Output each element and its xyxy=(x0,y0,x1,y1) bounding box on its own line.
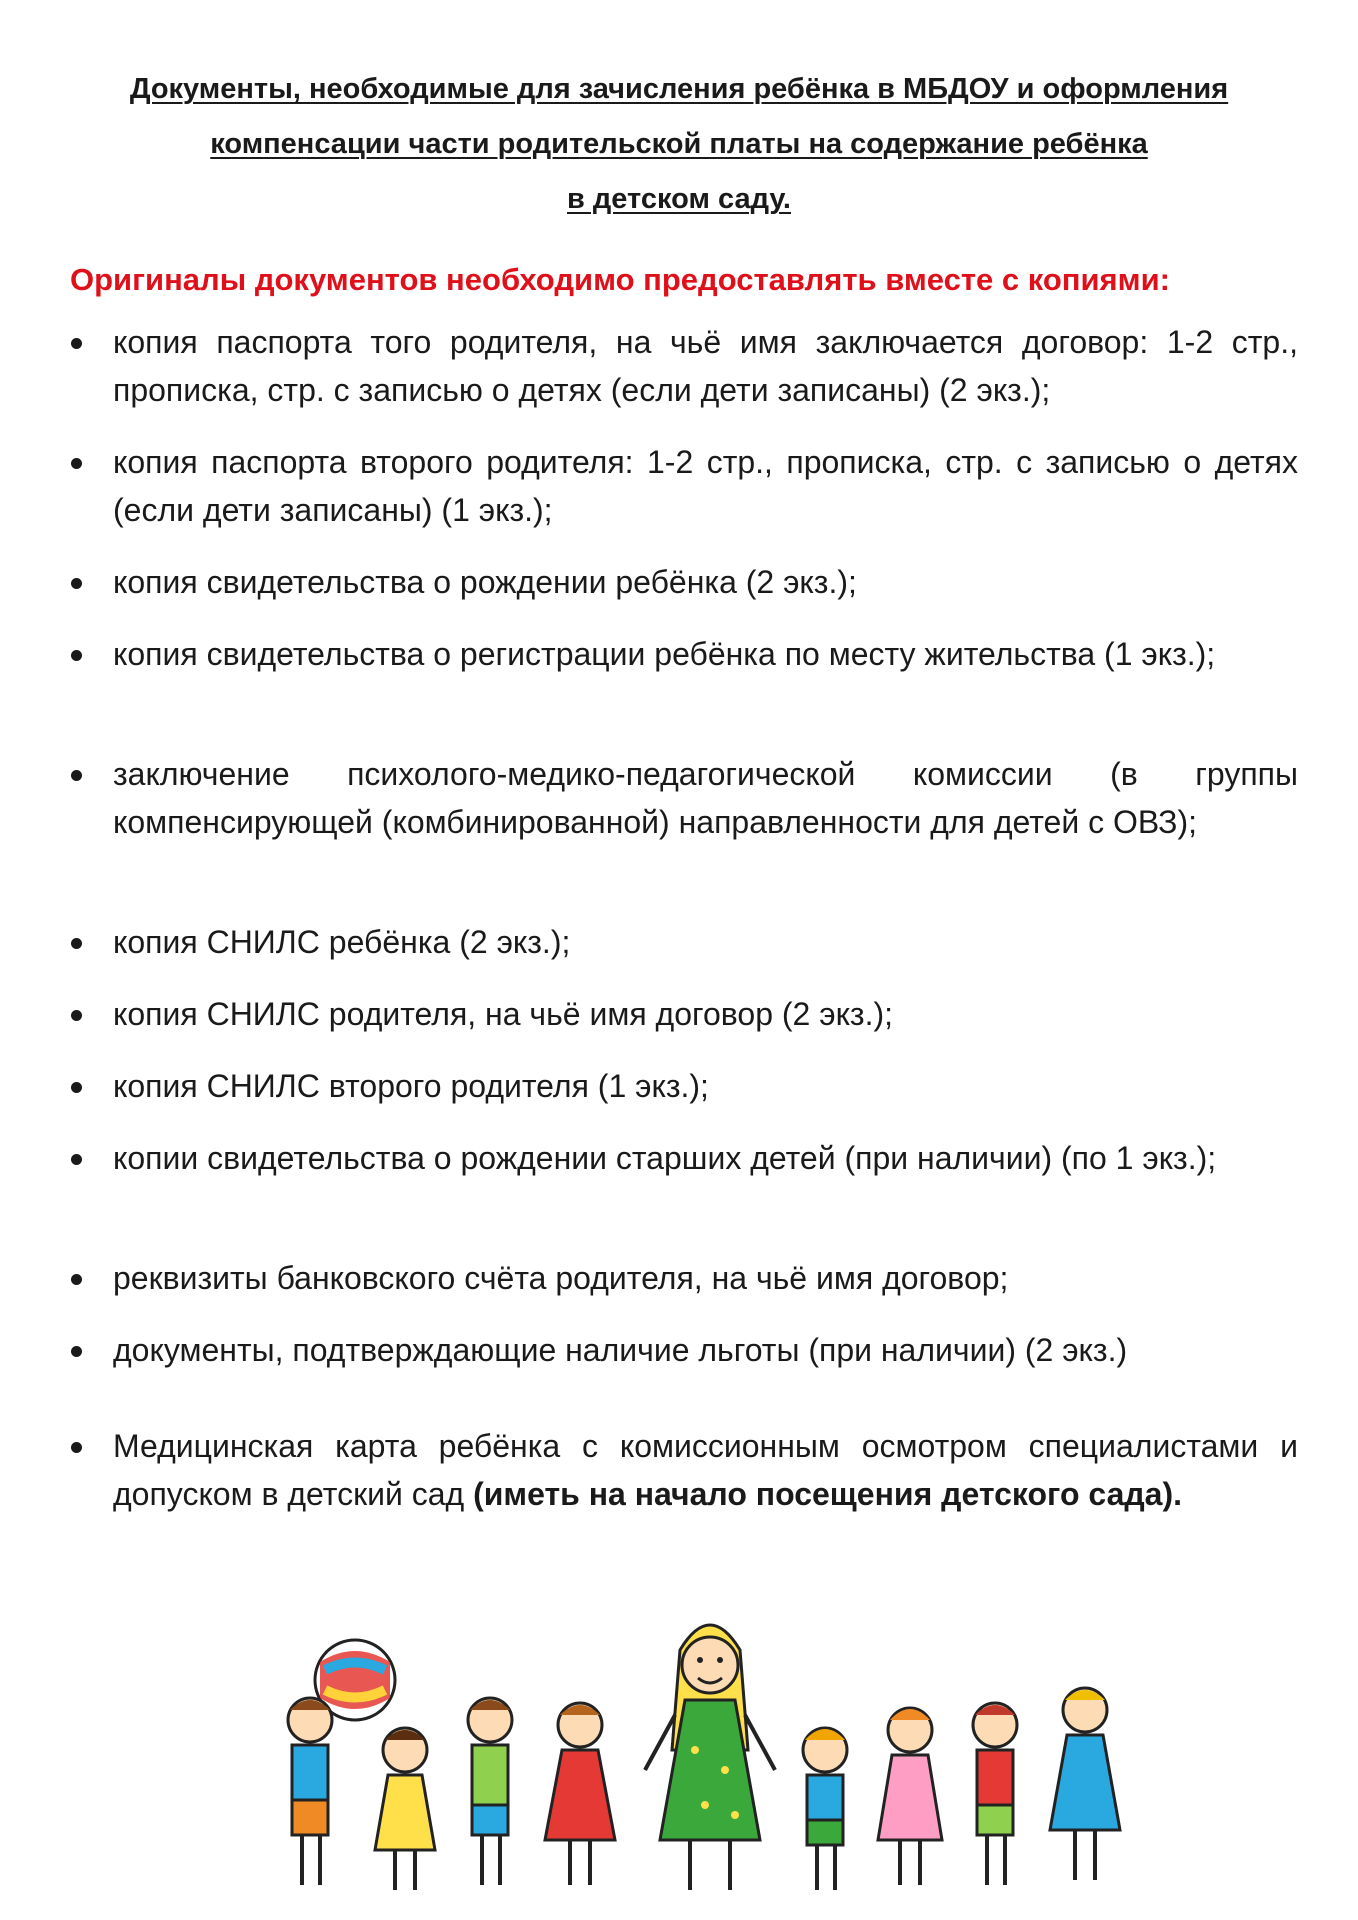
title-line-3: в детском саду. xyxy=(567,183,791,215)
list-item: копия паспорта того родителя, на чьё имя заключается договор: 1-2 стр., прописка, стр. с записью о детях (если дети записаны) (2 экз.); xyxy=(113,318,1298,414)
bullet-icon xyxy=(71,938,82,949)
bullet-icon xyxy=(71,1154,82,1165)
bullet-icon xyxy=(71,650,82,661)
children-with-teacher-illustration xyxy=(270,1600,1150,1900)
child-figure xyxy=(375,1728,435,1890)
list-item-medical-card: Медицинская карта ребёнка с комиссионным осмотром специалистами и допуском в детский сад (иметь на начало посещения детского сада). xyxy=(113,1422,1298,1518)
teacher-figure xyxy=(645,1625,775,1890)
document-title xyxy=(60,62,1298,227)
bullet-icon xyxy=(71,458,82,469)
list-item: копия СНИЛС второго родителя (1 экз.); xyxy=(113,1062,1298,1110)
child-figure xyxy=(288,1698,332,1885)
list-item: копия СНИЛС ребёнка (2 экз.); xyxy=(113,918,1298,966)
child-figure xyxy=(878,1708,942,1885)
list-item: копия свидетельства о рождении ребёнка (2 экз.); xyxy=(113,558,1298,606)
bullet-icon xyxy=(71,578,82,589)
child-figure xyxy=(1050,1688,1120,1880)
list-item: копия паспорта второго родителя: 1-2 стр., прописка, стр. с записью о детях (если дети записаны) (1 экз.); xyxy=(113,438,1298,534)
child-figure xyxy=(545,1703,615,1885)
list-item: заключение психолого-медико-педагогической комиссии (в группы компенсирующей (комбинированной) направленности для детей с ОВЗ); xyxy=(113,750,1298,846)
bullet-icon xyxy=(71,1010,82,1021)
list-item: документы, подтверждающие наличие льготы (при наличии) (2 экз.) xyxy=(113,1326,1298,1374)
child-figure xyxy=(468,1698,512,1885)
list-item: реквизиты банковского счёта родителя, на чьё имя договор; xyxy=(113,1254,1298,1302)
list-item: копии свидетельства о рождении старших детей (при наличии) (по 1 экз.); xyxy=(113,1134,1298,1182)
bullet-icon xyxy=(71,338,82,349)
bullet-icon xyxy=(71,770,82,781)
list-item: копия свидетельства о регистрации ребёнка по месту жительства (1 экз.); xyxy=(113,630,1298,678)
bullet-icon xyxy=(71,1082,82,1093)
title-line-2: компенсации части родительской платы на содержание ребёнка xyxy=(210,128,1148,160)
bullet-icon xyxy=(71,1274,82,1285)
bullet-icon xyxy=(71,1346,82,1357)
list-item: копия СНИЛС родителя, на чьё имя договор (2 экз.); xyxy=(113,990,1298,1038)
title-line-1: Документы, необходимые для зачисления ребёнка в МБДОУ и оформления xyxy=(129,73,1229,105)
bullet-icon xyxy=(71,1442,82,1453)
child-figure xyxy=(973,1703,1017,1885)
originals-notice: Оригиналы документов необходимо предоставлять вместе с копиями: xyxy=(70,262,1170,297)
child-figure xyxy=(803,1728,847,1890)
